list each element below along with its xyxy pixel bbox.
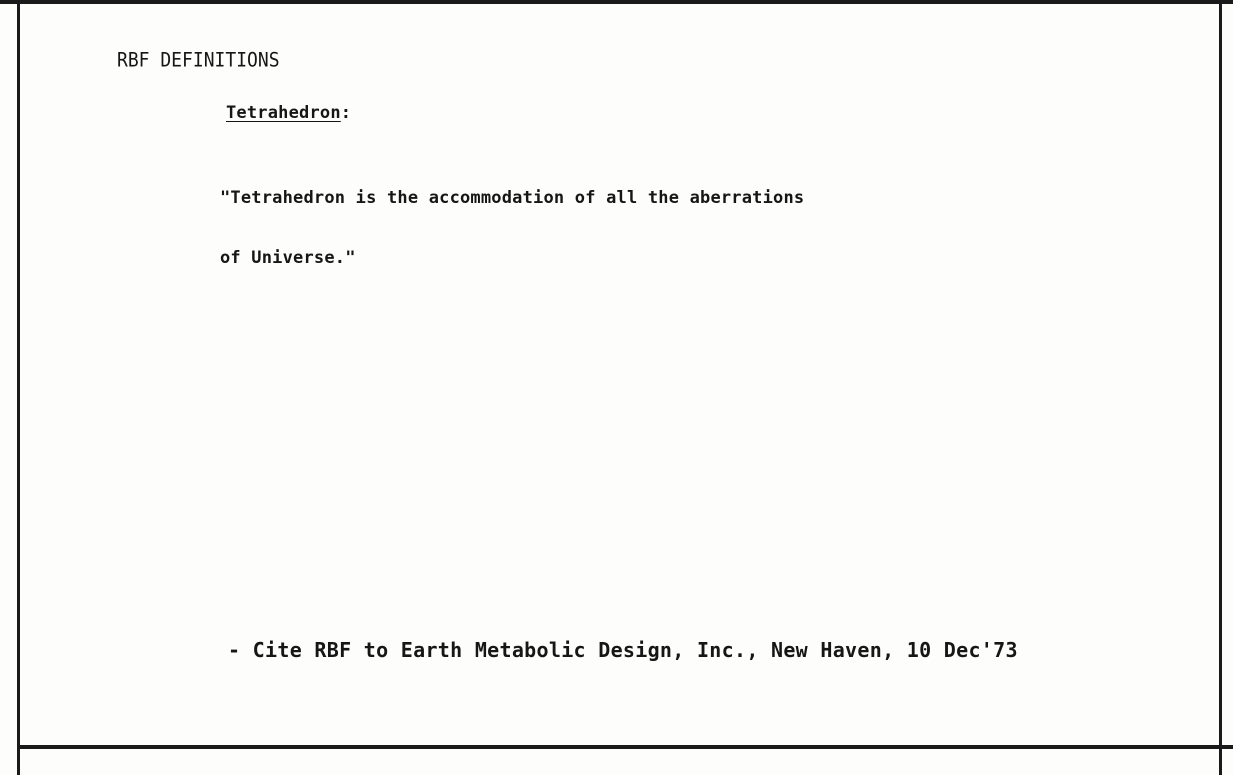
quote-line-1: "Tetrahedron is the accommodation of all the aberrations	[220, 188, 805, 208]
right-border-line	[1219, 0, 1222, 775]
top-border-line	[0, 0, 1233, 4]
term-colon: :	[340, 103, 352, 123]
page-heading: RBF DEFINITIONS	[117, 48, 280, 73]
term-text: Tetrahedron	[226, 103, 341, 123]
bottom-border-line	[17, 745, 1233, 749]
left-border-line	[17, 0, 20, 775]
definition-quote	[220, 148, 804, 308]
citation-line: - Cite RBF to Earth Metabolic Design, Inc., New Haven, 10 Dec'73	[228, 638, 1018, 662]
definition-term	[226, 103, 351, 123]
quote-line-2: of Universe."	[220, 248, 356, 268]
